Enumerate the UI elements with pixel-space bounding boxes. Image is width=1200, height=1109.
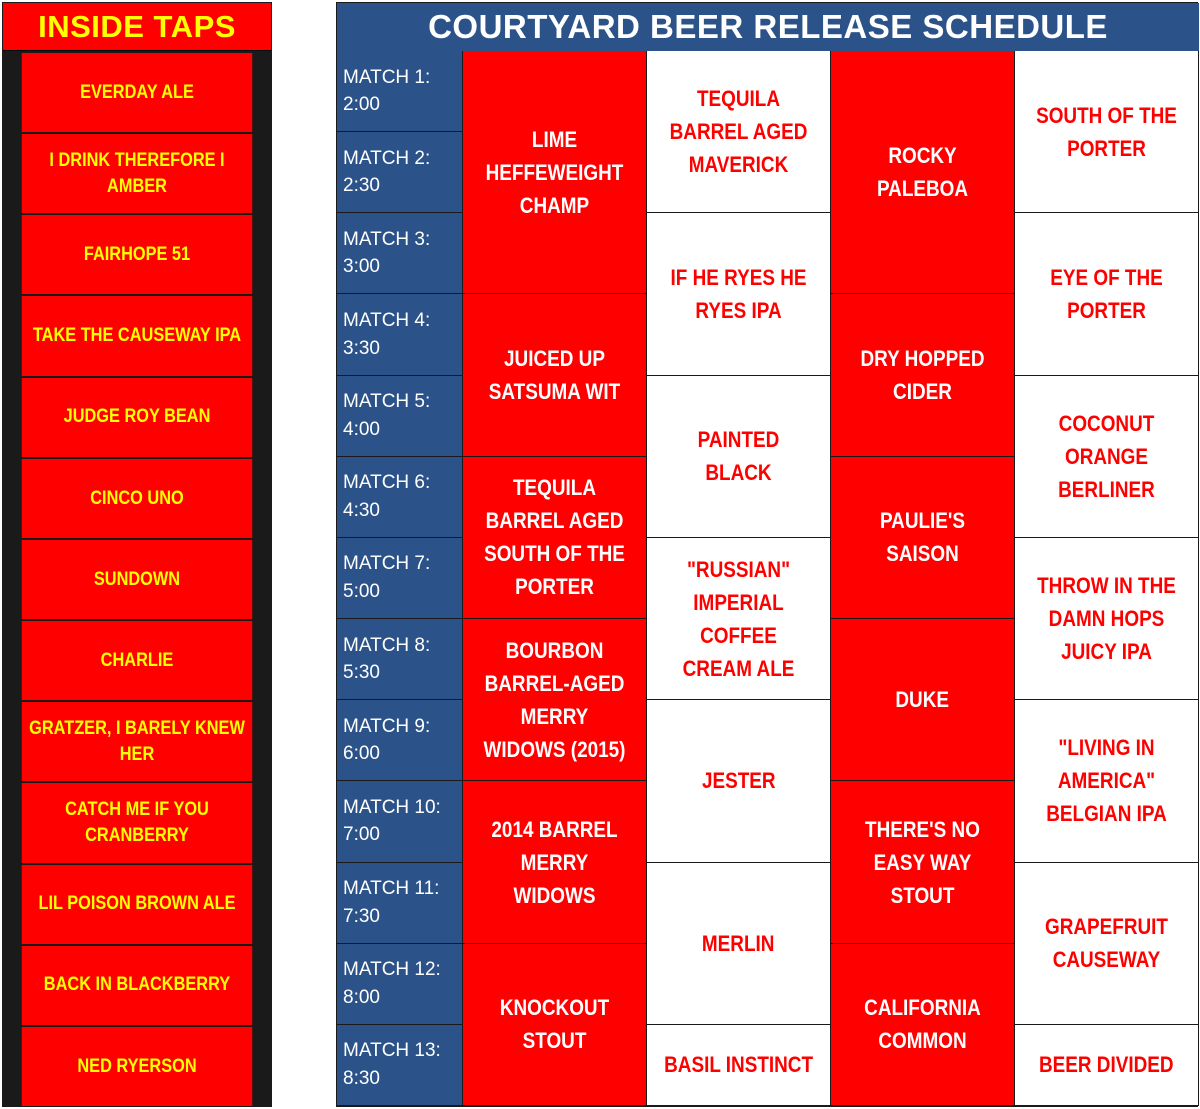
match-time-cell: MATCH 3: 3:00 [337,213,463,294]
tap-item: CATCH ME IF YOU CRANBERRY [22,783,252,862]
beer-name: BEER DIVIDED [1039,1052,1174,1078]
beer-release-cell [831,294,1015,456]
tap-item: CINCO UNO [22,459,252,538]
beer-name: "RUSSIAN" IMPERIAL COFFEE CREAM ALE [682,556,795,681]
tap-item: CHARLIE [22,621,252,700]
release-schedule-grid [336,2,1198,1107]
tap-item: JUDGE ROY BEAN [22,378,252,457]
beer-release-cell [463,457,647,619]
beer-name: LIME HEFFEWEIGHT CHAMP [485,126,624,218]
beer-name: THROW IN THE DAMN HOPS JUICY IPA [1037,573,1176,665]
beer-release-cell [463,781,647,943]
beer-name: THERE'S NO EASY WAY STOUT [865,816,980,908]
match-time-cell: MATCH 6: 4:30 [337,457,463,538]
beer-release-cell [831,781,1015,943]
beer-name: PAINTED BLACK [697,427,780,486]
beer-name: COCONUT ORANGE BERLINER [1058,410,1155,502]
tap-item: BACK IN BLACKBERRY [22,946,252,1025]
beer-release-cell [831,457,1015,619]
beer-name: "LIVING IN AMERICA" BELGIAN IPA [1046,735,1167,827]
beer-release-cell [1015,51,1199,213]
beer-name: JESTER [701,768,776,794]
beer-release-cell [463,619,647,781]
beer-release-cell [463,294,647,456]
beer-name: KNOCKOUT STOUT [499,995,610,1054]
inside-taps-list [2,2,272,1107]
match-time-cell: MATCH 9: 6:00 [337,700,463,781]
tap-item: I DRINK THEREFORE I AMBER [22,134,252,213]
beer-release-cell [831,619,1015,781]
beer-release-cell [647,1025,831,1106]
match-time-cell: MATCH 7: 5:00 [337,538,463,619]
beer-name: SOUTH OF THE PORTER [1036,102,1177,161]
beer-name: IF HE RYES HE RYES IPA [670,264,807,323]
beer-release-cell [831,944,1015,1106]
match-time-cell: MATCH 8: 5:30 [337,619,463,700]
beer-name: MERLIN [702,930,775,956]
beer-name: TEQUILA BARREL AGED SOUTH OF THE PORTER [484,475,625,600]
beer-name: DRY HOPPED CIDER [860,346,985,405]
tap-item: GRATZER, I BARELY KNEW HER [22,702,252,781]
match-time-cell: MATCH 10: 7:00 [337,781,463,862]
beer-name: DUKE [895,687,950,713]
match-time-cell: MATCH 2: 2:30 [337,132,463,213]
beer-release-cell [1015,538,1199,700]
tap-item: NED RYERSON [22,1027,252,1106]
beer-name: PAULIE'S SAISON [879,508,966,567]
beer-name: BASIL INSTINCT [664,1052,813,1078]
beer-name: TEQUILA BARREL AGED MAVERICK [669,86,808,178]
match-time-cell: MATCH 4: 3:30 [337,294,463,375]
beer-release-cell [463,51,647,294]
beer-name: ROCKY PALEBOA [876,143,969,202]
match-time-cell: MATCH 5: 4:00 [337,376,463,457]
beer-release-cell [647,213,831,375]
beer-name: GRAPEFRUIT CAUSEWAY [1045,914,1168,973]
beer-release-cell [647,700,831,862]
beer-name: CALIFORNIA COMMON [864,995,981,1054]
beer-release-cell [647,376,831,538]
beer-release-cell [647,51,831,213]
match-time-cell: MATCH 13: 8:30 [337,1025,463,1106]
match-time-cell: MATCH 12: 8:00 [337,944,463,1025]
beer-release-cell [1015,863,1199,1025]
beer-name: EYE OF THE PORTER [1050,264,1163,323]
match-time-cell: MATCH 1: 2:00 [337,51,463,132]
beer-release-cell [1015,700,1199,862]
tap-item: EVERDAY ALE [22,53,252,132]
beer-release-cell [1015,376,1199,538]
beer-release-cell [1015,1025,1199,1106]
tap-item: TAKE THE CAUSEWAY IPA [22,296,252,375]
beer-name: JUICED UP SATSUMA WIT [488,346,621,405]
beer-release-cell [831,51,1015,294]
match-time-cell: MATCH 11: 7:30 [337,863,463,944]
beer-release-cell [647,538,831,700]
beer-release-cell [463,944,647,1106]
beer-name: BOURBON BARREL-AGED MERRY WIDOWS (2015) [483,637,626,762]
tap-item: FAIRHOPE 51 [22,215,252,294]
schedule-title: COURTYARD BEER RELEASE SCHEDULE [337,3,1199,51]
tap-item: LIL POISON BROWN ALE [22,865,252,944]
inside-taps-title: INSIDE TAPS [3,3,271,51]
beer-release-cell [1015,213,1199,375]
beer-name: 2014 BARREL MERRY WIDOWS [491,816,618,908]
tap-item: SUNDOWN [22,540,252,619]
beer-release-cell [647,863,831,1025]
